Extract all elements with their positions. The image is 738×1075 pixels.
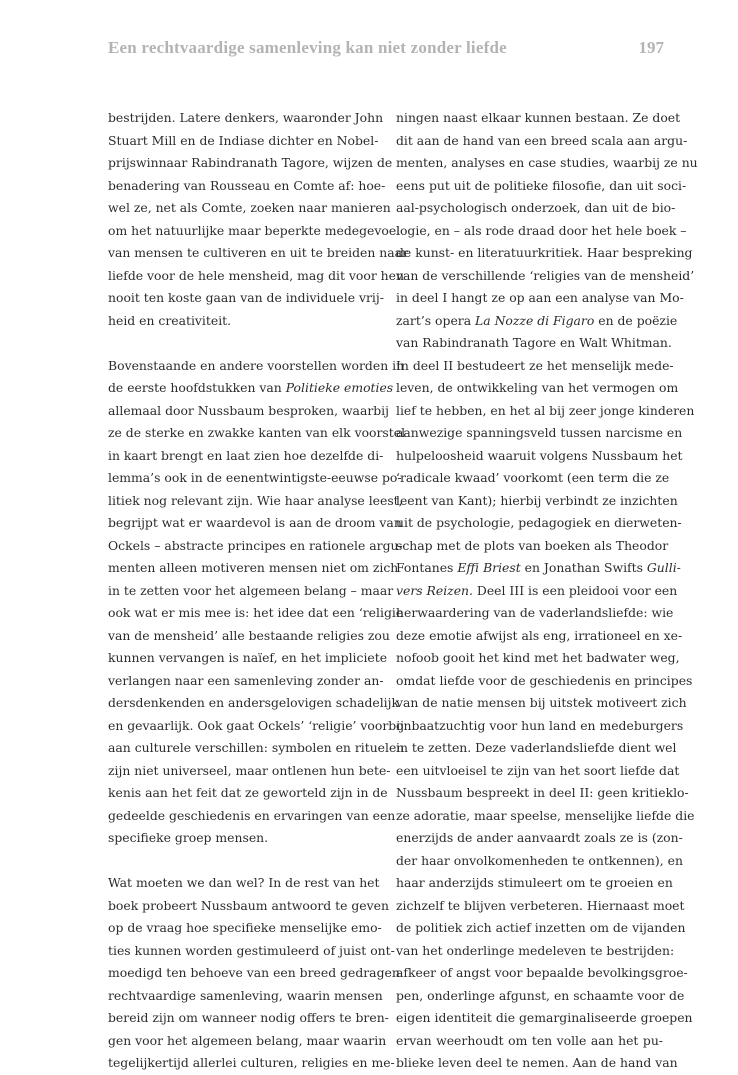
text-line [108,512,402,535]
text-line [108,467,402,490]
page-header [108,38,664,62]
text-run: haar anderzijds stimuleert om te groeien en [396,875,673,890]
text-run: van de mensheid’ alle bestaande religies zou [108,627,390,643]
text-run: Wat moeten we dan wel? In de rest van het [108,875,380,890]
text-run: ‘radicale kwaad’ voorkomt (een term die ze [396,470,670,485]
text-line [396,400,695,423]
text-run: tegelijkertijd allerlei culturen, religies en me- [108,1055,395,1070]
text-line [396,467,670,490]
text-line [396,422,683,445]
text-run: Stuart Mill en de Indiase dichter en Nobel- [108,132,379,148]
text-line [396,962,688,985]
text-line [396,287,684,310]
text-line [396,332,672,355]
text-run: van Rabindranath Tagore en Walt Whitman. [396,335,672,350]
text-run: begrijpt wat er waardevol is aan de droom van [108,515,402,530]
text-line [108,490,403,513]
text-run: allemaal door Nussbaum besproken, waarbij [108,402,389,418]
text-line [108,265,404,288]
text-run: afkeer of angst voor bepaalde bevolkingsgroe- [396,965,688,980]
text-line [108,917,382,940]
text-run: zart’s opera [396,312,476,328]
italic-title: La Nozze di Figaro [475,312,595,328]
text-line [396,850,683,873]
text-line [396,512,682,535]
text-line [396,985,685,1008]
text-line [108,962,400,985]
text-line [396,715,684,738]
text-run: nofoob gooit het kind met het badwater weg, [396,650,680,665]
text-run: kenis aan het feit dat ze geworteld zijn in de [108,785,388,800]
text-line [396,782,689,805]
text-line [396,535,669,558]
text-line [108,760,391,783]
text-line [108,985,383,1008]
text-line [108,535,403,558]
text-line [396,647,680,670]
text-run: hulpeloosheid waaruit volgens Nussbaum het [396,447,683,463]
text-line [396,310,678,333]
text-run: de politiek zich actief inzetten om de vijanden [396,920,686,935]
text-line [396,805,695,828]
text-line [396,175,687,198]
text-line [108,400,389,423]
text-run: pen, onderlinge afgunst, en schaamte voor de [396,987,685,1003]
text-run: in te zetten. Deze vaderlandsliefde dient wel [396,740,677,755]
text-run: boek probeert Nussbaum antwoord te geven [108,897,389,913]
text-line [108,737,405,760]
text-run: moedigd ten behoeve van een breed gedragen [108,965,400,980]
text-run: der haar onvolkomenheden te ontkennen), en [396,852,683,868]
text-run: zichzelf te blijven verbeteren. Hiernaast moet [396,897,685,913]
text-line [108,1030,387,1053]
text-run: liefde voor de hele mensheid, mag dit voor hen [108,267,404,283]
text-run: van de natie mensen bij uitstek motiveert zich [396,695,687,710]
text-line [396,377,679,400]
text-run: dersdenkenden en andersgelovigen schadelijk [108,695,399,710]
text-line [108,940,395,963]
text-run: menten, analyses en case studies, waarbij ze nu [396,155,698,170]
text-line [108,152,393,175]
text-run: ningen naast elkaar kunnen bestaan. Ze doet [396,110,681,125]
text-line [396,917,686,940]
text-line [396,1052,678,1075]
text-run: deze emotie afwijst als eng, irrationeel en xe- [396,627,683,643]
text-run: van de verschillende ‘religies van de mensheid’ [396,267,695,283]
text-run: omdat liefde voor de geschiedenis en principes [396,672,693,688]
paragraph-gap [108,332,375,355]
text-line [396,692,687,715]
text-run: bestrijden. Latere denkers, waaronder John [108,110,384,125]
text-run: in te zetten voor het algemeen belang – maar [108,582,394,598]
running-title: Een rechtvaardige samenleving kan niet zonder liefde [108,38,507,57]
text-run: menten alleen motiveren mensen niet om zich [108,560,399,575]
text-run: zijn niet universeel, maar ontlenen hun bete- [108,762,391,778]
text-line [396,490,678,513]
left-text-column [108,107,408,1075]
text-run: gedeelde geschiedenis en ervaringen van een [108,807,396,823]
paragraph-gap [108,850,375,873]
text-line [108,242,408,265]
text-line [108,647,388,670]
page-number: 197 [638,38,664,57]
text-run: aanwezige spanningsveld tussen narcisme en [396,425,683,440]
text-run: eigen identiteit die gemarginaliseerde groepen [396,1010,693,1025]
text-line [108,827,375,850]
text-line [396,152,698,175]
text-line [396,130,688,153]
text-run: Bovenstaande en andere voorstellen worden in [108,357,405,373]
text-run: onbaatzuchtig voor hun land en medeburgers [396,717,684,733]
text-line [396,107,681,130]
italic-title: Gulli- [646,560,681,575]
text-line [108,625,390,648]
text-run: de kunst- en literatuurkritiek. Haar bespreking [396,245,693,260]
text-line [108,1007,389,1030]
text-run: aan culturele verschillen: symbolen en rituelen [108,740,405,755]
text-run: de eerste hoofdstukken van [108,380,286,395]
text-run: en de poëzie [594,312,678,328]
text-line [396,670,693,693]
text-run: verlangen naar een samenleving zonder an- [108,672,384,688]
text-line [396,355,674,378]
text-line [108,715,404,738]
text-run: Deel III is een pleidooi voor een [472,582,678,598]
text-run: wel ze, net als Comte, zoeken naar manieren [108,200,391,215]
text-line [108,872,380,895]
text-line [108,355,405,378]
right-text-column [396,107,698,1075]
text-line [396,220,687,243]
text-run: nooit ten koste gaan van de individuele vrij- [108,290,384,305]
text-line [108,805,396,828]
text-line [108,445,384,468]
text-run: rechtvaardige samenleving, waarin mensen [108,987,383,1003]
text-run: enerzijds de ander aanvaardt zoals ze is (zon- [396,830,683,845]
italic-title: Politieke emoties [285,380,394,395]
text-run: eens put uit de politieke filosofie, dan uit soci- [396,177,687,193]
text-run: prijswinnaar Rabindranath Tagore, wijzen de [108,155,393,170]
text-line [108,130,379,153]
text-run: lemma’s ook in de eenentwintigste-eeuwse po- [108,470,402,485]
text-line [108,670,384,693]
text-line [396,895,685,918]
italic-title: vers Reizen. [396,582,473,598]
text-run: gen voor het algemeen belang, maar waarin [108,1032,387,1048]
text-run: aal-psychologisch onderzoek, dan uit de bio- [396,200,676,215]
text-run: ze adoratie, maar speelse, menselijke liefde die [396,807,695,823]
text-line [108,287,384,310]
text-run: Fontanes [396,560,458,575]
text-run: In deel II bestudeert ze het menselijk mede- [396,357,674,373]
text-line [396,737,677,760]
text-line [396,872,673,895]
text-line [396,940,675,963]
text-run: leven, de ontwikkeling van het vermogen om [396,380,679,395]
text-run: Nussbaum bespreekt in deel II: geen kritieklo- [396,785,689,800]
text-run: op de vraag hoe specifieke menselijke emo- [108,920,382,935]
text-line [108,602,404,625]
text-run: een uitvloeisel te zijn van het soort liefde dat [396,762,680,778]
text-line [396,760,680,783]
text-run: om het natuurlijke maar beperkte medegevoel [108,222,401,238]
text-line [396,1030,663,1053]
text-run: leent van Kant); hierbij verbindt ze inzichten [396,492,678,508]
text-line [108,107,384,130]
text-line [396,265,695,288]
text-line [108,692,399,715]
text-run: Ockels – abstracte principes en rationele argu- [108,537,403,553]
text-run: in deel I hangt ze op aan een analyse van Mo- [396,290,684,305]
text-run: kunnen vervangen is naïef, en het impliciete [108,650,388,665]
text-line [396,242,693,265]
italic-title: Effi Briest [457,560,521,575]
text-run: van het onderlinge medeleven te bestrijden: [396,942,675,958]
text-line [396,827,683,850]
text-run: van mensen te cultiveren en uit te breiden naar [108,245,408,260]
text-line [396,1007,693,1030]
text-run: ze de sterke en zwakke kanten van elk voorstel [108,425,406,440]
text-run: dit aan de hand van een breed scala aan argu- [396,132,688,148]
text-run: en Jonathan Swifts [520,560,647,575]
text-line [108,422,406,445]
text-line [396,445,683,468]
text-run: ties kunnen worden gestimuleerd of juist ont- [108,942,395,958]
text-run: heid en creativiteit. [108,312,232,328]
text-run: uit de psychologie, pedagogiek en dierweten- [396,515,682,530]
text-run: ook wat er mis mee is: het idee dat een ‘religie [108,605,404,620]
text-line [108,175,386,198]
text-run: specifieke groep mensen. [108,830,269,845]
text-run: in kaart brengt en laat zien hoe dezelfde di- [108,447,384,463]
text-line [108,580,394,603]
text-line [108,310,375,333]
text-line [108,220,401,243]
text-run: herwaardering van de vaderlandsliefde: wie [396,605,674,620]
text-line [108,1052,395,1075]
text-line [396,197,676,220]
text-run: schap met de plots van boeken als Theodor [396,537,669,553]
text-line [396,625,683,648]
text-line [108,782,388,805]
text-line [108,197,391,220]
text-line [108,895,389,918]
text-line [108,377,394,400]
text-run: blieke leven deel te nemen. Aan de hand van [396,1055,678,1070]
text-run: ervan weerhoudt om ten volle aan het pu- [396,1032,663,1048]
text-run: logie, en – als rode draad door het hele boek – [396,222,687,238]
text-run: benadering van Rousseau en Comte af: hoe- [108,177,386,193]
text-line [396,602,674,625]
text-line [396,557,681,580]
text-run: bereid zijn om wanneer nodig offers te bren- [108,1010,389,1025]
text-run: lief te hebben, en het al bij zeer jonge kinderen [396,402,695,418]
text-run: litiek nog relevant zijn. Wie haar analyse leest, [108,492,403,508]
text-line [108,557,399,580]
text-run: en gevaarlijk. Ook gaat Ockels’ ‘religie’ voorbij [108,717,404,733]
text-line [396,580,678,603]
